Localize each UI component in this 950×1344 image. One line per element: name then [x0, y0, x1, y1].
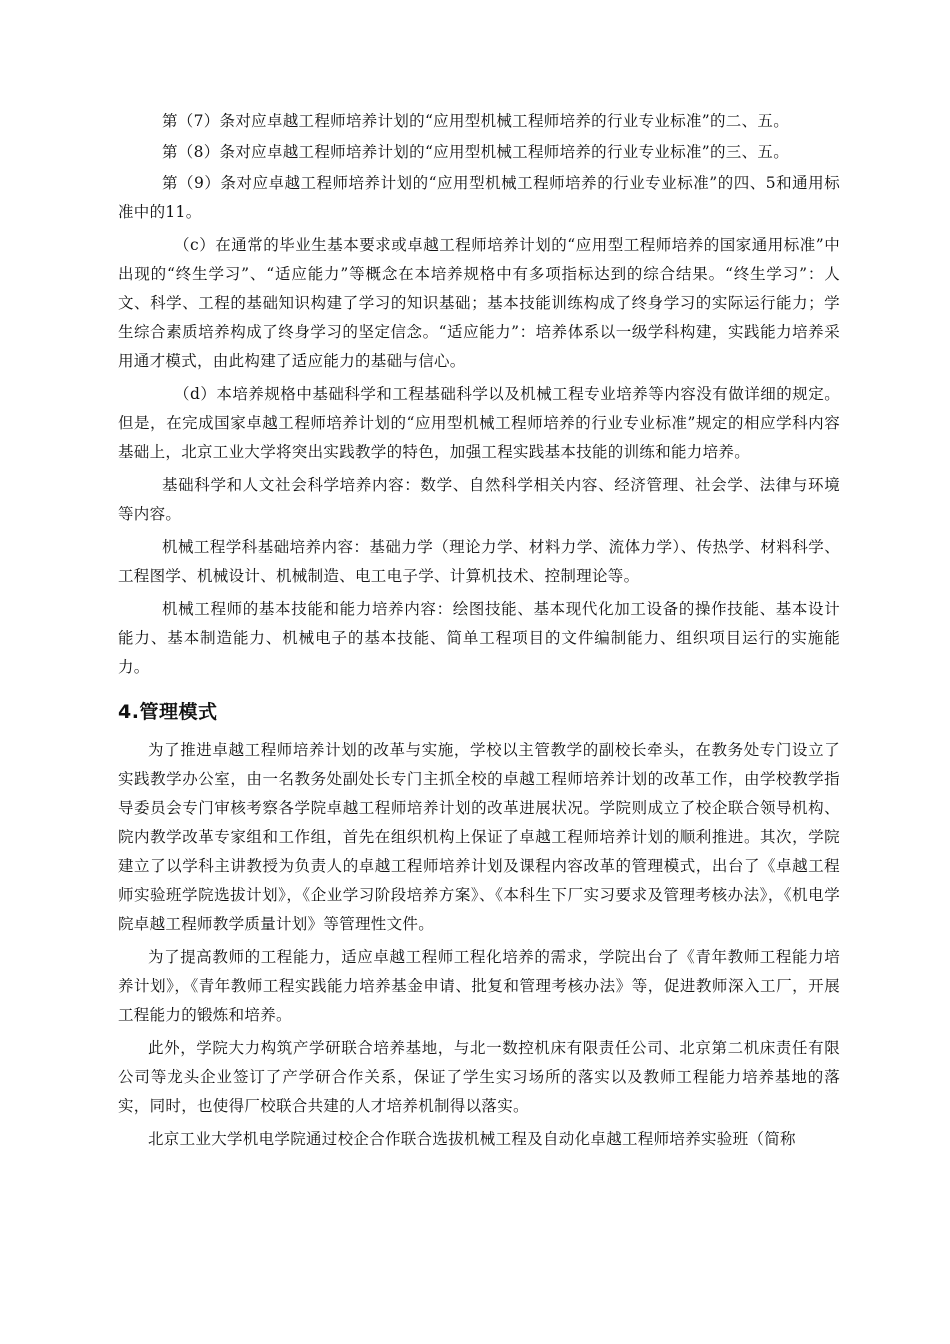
paragraph-engineer-skills: 机械工程师的基本技能和能力培养内容：绘图技能、基本现代化加工设备的操作技能、基本设计能力、基本制造能力、机械电子的基本技能、简单工程项目的文件编制能力、组织项目运行的实施能力。	[118, 600, 840, 676]
paragraph-industry-base: 此外，学院大力构筑产学研联合培养基地，与北一数控机床有限责任公司、北京第二机床责任有限公司等龙头企业签订了产学研合作关系，保证了学生实习场所的落实以及教师工程能力培养基地的落实，同时，也使得厂校联合共建的人才培养机制得以落实。	[118, 1039, 840, 1115]
paragraph-teacher-ability: 为了提高教师的工程能力，适应卓越工程师工程化培养的需求，学院出台了《青年教师工程能力培养计划》，《青年教师工程实践能力培养基金申请、批复和管理考核办法》等，促进教师深入工厂，开展工程能力的锻炼和培养。	[118, 948, 840, 1024]
section-heading: 4.管理模式	[118, 701, 218, 723]
document-page	[118, 107, 840, 1154]
paragraph-clause-8: 第（8）条对应卓越工程师培养计划的“应用型机械工程师培养的行业专业标准”的三、五。	[162, 143, 790, 161]
paragraph-basic-science: 基础科学和人文社会科学培养内容：数学、自然科学相关内容、经济管理、社会学、法律与环境等内容。	[118, 476, 840, 523]
paragraph-clause-9: 第（9）条对应卓越工程师培养计划的“应用型机械工程师培养的行业专业标准”的四、5和通用标准中的11。	[118, 174, 840, 221]
paragraph-note-c: （c）在通常的毕业生基本要求或卓越工程师培养计划的“应用型工程师培养的国家通用标准”中出现的“终生学习”、“适应能力”等概念在本培养规格中有多项指标达到的综合结果。“终生学习”：人文、科学、工程的基础知识构建了学习的知识基础；基本技能训练构成了终身学习的实际运行能力；学生综合素质培养构成了终身学习的坚定信念。“适应能力”：培养体系以一级学科构建，实践能力培养采用通才模式，由此构建了适应能力的基础与信心。	[118, 236, 840, 370]
paragraph-mechanical-foundation: 机械工程学科基础培养内容：基础力学（理论力学、材料力学、流体力学）、传热学、材料科学、工程图学、机械设计、机械制造、电工电子学、计算机技术、控制理论等。	[118, 538, 840, 585]
paragraph-school-enterprise: 北京工业大学机电学院通过校企合作联合选拔机械工程及自动化卓越工程师培养实验班（简称	[148, 1130, 796, 1148]
paragraph-management-reform: 为了推进卓越工程师培养计划的改革与实施，学校以主管教学的副校长牵头，在教务处专门设立了实践教学办公室，由一名教务处副处长专门主抓全校的卓越工程师培养计划的改革工作，由学校教学指导委员会专门审核考察各学院卓越工程师培养计划的改革进展状况。学院则成立了校企联合领导机构、院内教学改革专家组和工作组，首先在组织机构上保证了卓越工程师培养计划的顺利推进。其次，学院建立了以学科主讲教授为负责人的卓越工程师培养计划及课程内容改革的管理模式，出台了《卓越工程师实验班学院选拔计划》，《企业学习阶段培养方案》、《本科生下厂实习要求及管理考核办法》，《机电学院卓越工程师教学质量计划》等管理性文件。	[118, 741, 840, 933]
paragraph-note-d: （d）本培养规格中基础科学和工程基础科学以及机械工程专业培养等内容没有做详细的规定。但是，在完成国家卓越工程师培养计划的“应用型机械工程师培养的行业专业标准”规定的相应学科内容基础上，北京工业大学将突出实践教学的特色，加强工程实践基本技能的训练和能力培养。	[118, 385, 840, 461]
paragraph-clause-7: 第（7）条对应卓越工程师培养计划的“应用型机械工程师培养的行业专业标准”的二、五。	[162, 112, 790, 130]
